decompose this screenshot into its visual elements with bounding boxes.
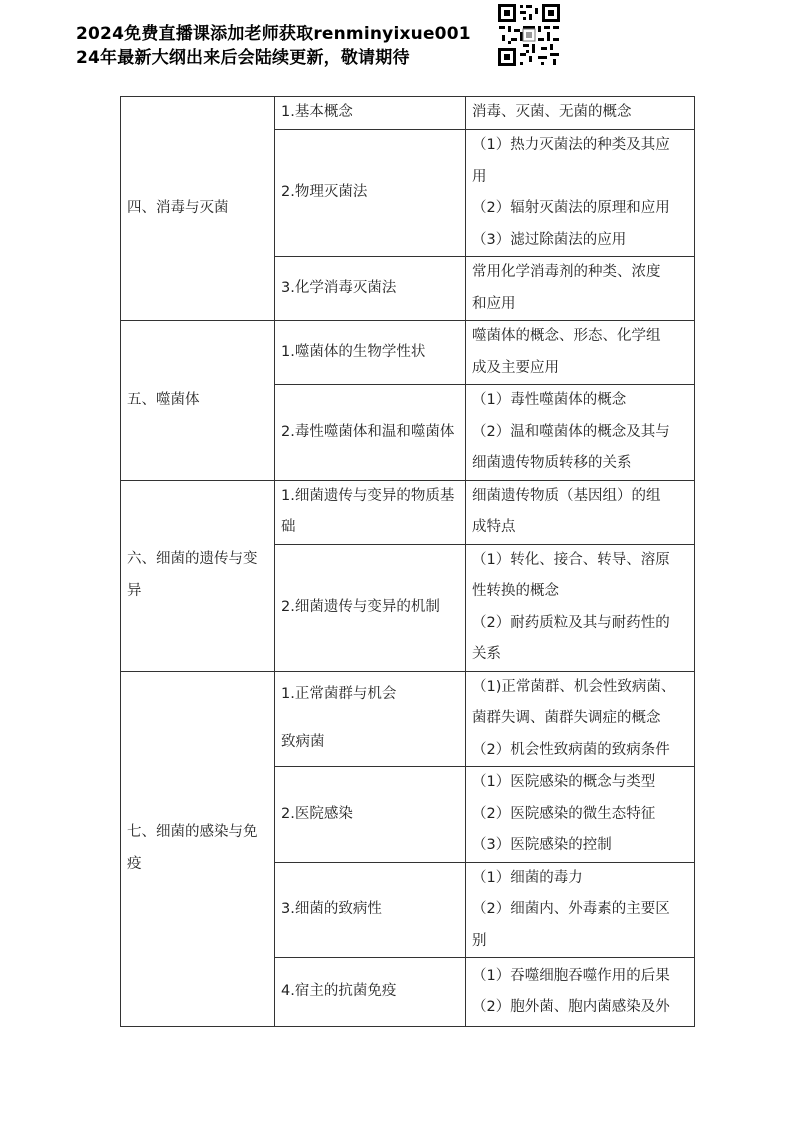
topic-cell bbox=[275, 671, 466, 767]
content-line: （1）热力灭菌法的种类及其应 bbox=[472, 137, 670, 153]
table-row bbox=[121, 321, 695, 385]
content-line: 成及主要应用 bbox=[472, 359, 559, 376]
topic-cell: 1.基本概念 bbox=[275, 97, 466, 130]
content-line: （2）温和噬菌体的概念及其与 bbox=[472, 423, 670, 440]
content-line: （2）医院感染的微生态特征 bbox=[472, 805, 656, 822]
content-cell bbox=[466, 767, 695, 863]
content-line: （1）转化、接合、转导、溶原 bbox=[472, 551, 670, 568]
promo-line-2: 24年最新大纲出来后会陆续更新，敬请期待 bbox=[76, 48, 410, 68]
chapter-cell: 七、细菌的感染与免疫 bbox=[121, 671, 275, 1027]
content-line: 别 bbox=[472, 932, 487, 949]
topic-cell: 2.毒性噬菌体和温和噬菌体 bbox=[275, 385, 466, 481]
content-cell bbox=[466, 862, 695, 958]
content-cell bbox=[466, 97, 695, 130]
content-line: （1）细菌的毒力 bbox=[472, 869, 583, 886]
topic-cell: 2.物理灭菌法 bbox=[275, 130, 466, 257]
topic-cell: 3.化学消毒灭菌法 bbox=[275, 257, 466, 321]
content-line: （3）医院感染的控制 bbox=[472, 837, 612, 853]
content-line: （3）滤过除菌法的应用 bbox=[472, 231, 627, 248]
content-line: 和应用 bbox=[472, 295, 516, 312]
topic-cell: 3.细菌的致病性 bbox=[275, 862, 466, 958]
content-line: （2）耐药质粒及其与耐药性的 bbox=[472, 614, 670, 631]
content-cell bbox=[466, 321, 695, 385]
table-row bbox=[121, 671, 695, 767]
content-line: （2）机会性致病菌的致病条件 bbox=[472, 741, 670, 758]
content-cell bbox=[466, 671, 695, 767]
promo-line-1: 2024免费直播课添加老师获取renminyixue001 bbox=[76, 24, 471, 44]
content-cell bbox=[466, 480, 695, 544]
topic-cell: 1.细菌遗传与变异的物质基础 bbox=[275, 480, 466, 544]
table-row bbox=[121, 97, 695, 130]
chapter-cell: 五、噬菌体 bbox=[121, 321, 275, 481]
content-line: 用 bbox=[472, 168, 487, 185]
content-cell bbox=[466, 257, 695, 321]
content-line: （2）胞外菌、胞内菌感染及外 bbox=[472, 999, 670, 1015]
content-cell bbox=[466, 130, 695, 257]
content-cell bbox=[466, 544, 695, 671]
chapter-cell: 六、细菌的遗传与变异 bbox=[121, 480, 275, 671]
content-line: （1)正常菌群、机会性致病菌、 bbox=[472, 678, 676, 695]
qr-code-icon bbox=[496, 2, 562, 68]
chapter-cell: 四、消毒与灭菌 bbox=[121, 97, 275, 321]
syllabus-table bbox=[120, 96, 695, 1027]
content-cell bbox=[466, 385, 695, 481]
content-line: （1）毒性噬菌体的概念 bbox=[472, 392, 627, 408]
content-line: 菌群失调、菌群失调症的概念 bbox=[472, 710, 661, 726]
topic-cell: 4.宿主的抗菌免疫 bbox=[275, 958, 466, 1027]
content-line: 噬菌体的概念、形态、化学组 bbox=[472, 328, 661, 344]
content-line: 常用化学消毒剂的种类、浓度 bbox=[472, 264, 661, 280]
content-line: 关系 bbox=[472, 646, 501, 662]
topic-line: 1.正常菌群与机会 bbox=[281, 686, 397, 703]
content-line: （2）辐射灭菌法的原理和应用 bbox=[472, 200, 670, 216]
content-cell bbox=[466, 958, 695, 1027]
content-line: （1）医院感染的概念与类型 bbox=[472, 774, 656, 790]
content-line: （2）细菌内、外毒素的主要区 bbox=[472, 901, 670, 917]
promo-banner bbox=[76, 22, 496, 70]
topic-cell: 2.细菌遗传与变异的机制 bbox=[275, 544, 466, 671]
topic-cell: 1.噬菌体的生物学性状 bbox=[275, 321, 466, 385]
content-line: （1）吞噬细胞吞噬作用的后果 bbox=[472, 967, 670, 984]
content-line: 成特点 bbox=[472, 519, 516, 535]
topic-line: 致病菌 bbox=[281, 733, 325, 750]
content-line: 细菌遗传物质（基因组）的组 bbox=[472, 487, 661, 504]
table-row bbox=[121, 480, 695, 544]
content-line: 细菌遗传物质转移的关系 bbox=[472, 455, 632, 471]
content-line: 性转换的概念 bbox=[472, 583, 559, 599]
content-line: 消毒、灭菌、无菌的概念 bbox=[472, 104, 632, 121]
topic-cell: 2.医院感染 bbox=[275, 767, 466, 863]
